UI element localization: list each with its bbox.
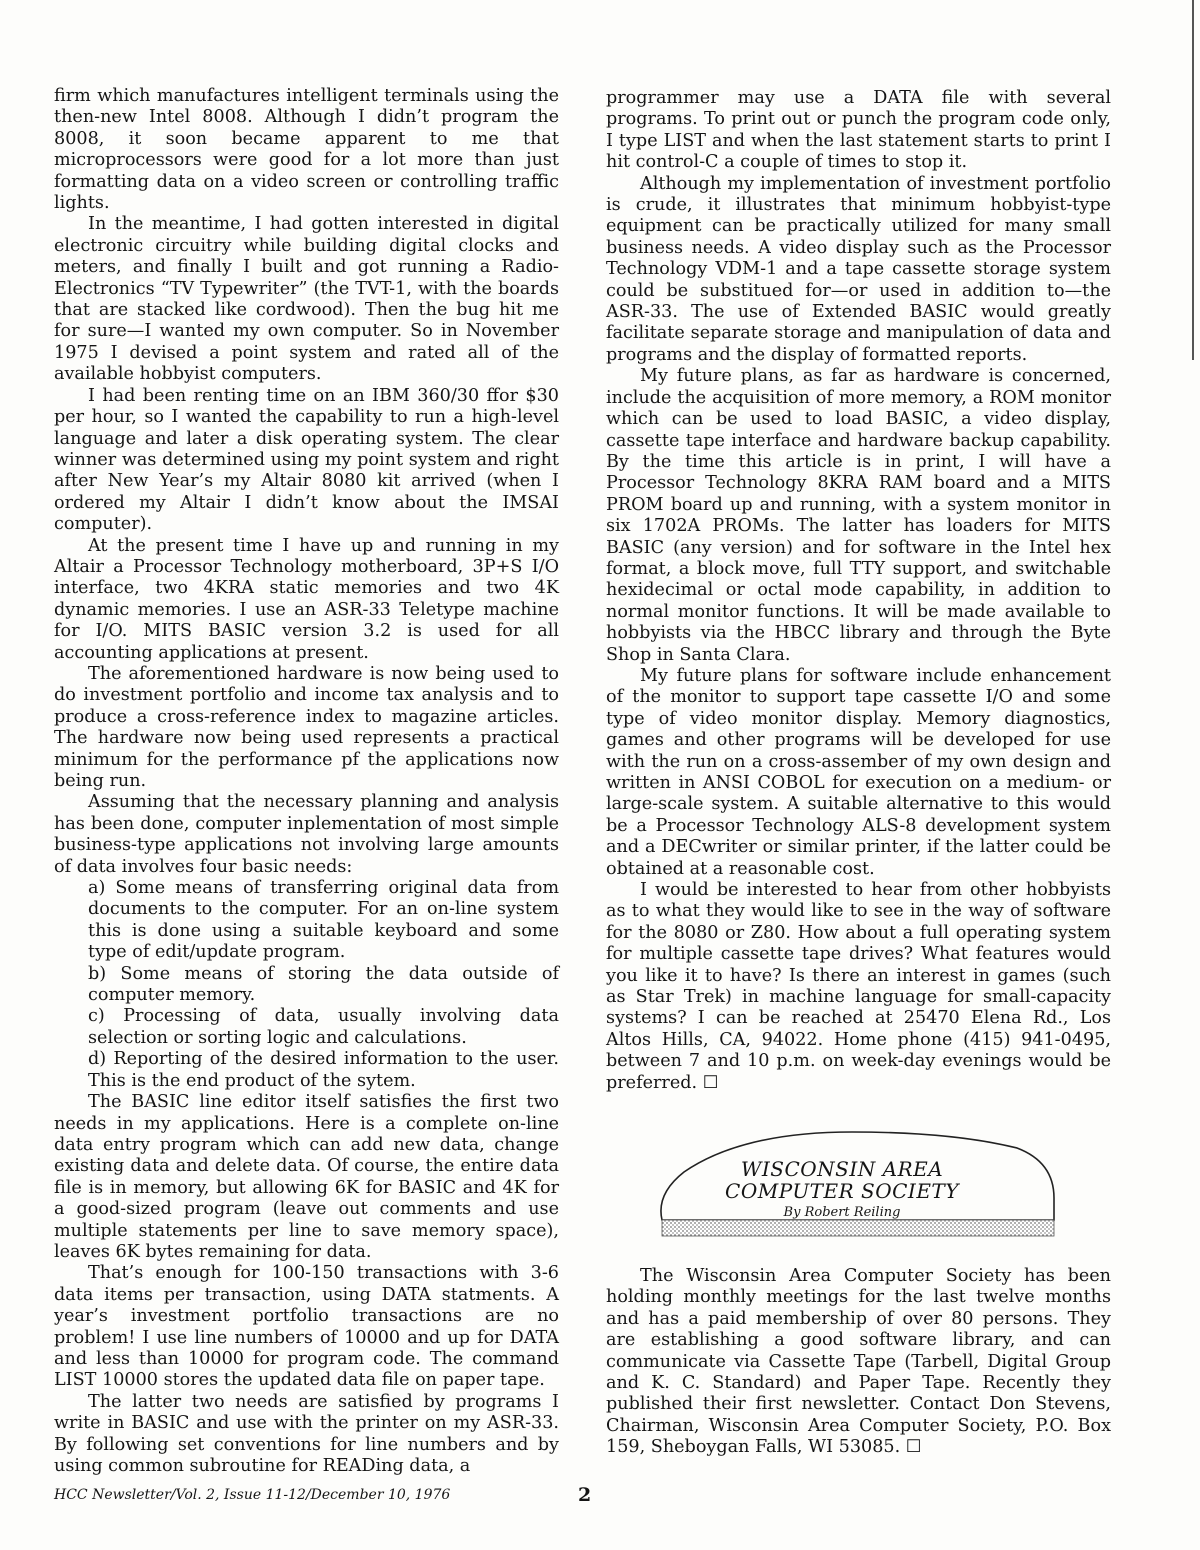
paragraph: In the meantime, I had gotten interested in digital electronic circuitry while building digital clocks and meters, and finally I built and got running a Radio-Electronics “TV Typewriter” (the TVT-1, with the boards that are stacked like cordwood). Then the bug hit me for sure—I wanted my own computer. So in November 1975 I devised a point system and rated all of the available hobbyist computers. xyxy=(54,214,559,385)
paragraph: Although my implementation of investment portfolio is crude, it illustrates that minimum hobbyist-type equipment can be practically utilized for many small business needs. A video display such as the Processor Technology VDM-1 and a tape cassette storage system could be substitued for—or used in addition to—the ASR-33. The use of Extended BASIC would greatly facilitate separate storage and manipulation of data and programs and the display of formatted reports. xyxy=(606,173,1111,365)
paragraph: The latter two needs are satisfied by programs I write in BASIC and use with the printer on my ASR-33. By following set conventions for line numbers and by using common subroutine for READing data, a xyxy=(54,1391,559,1476)
wisconsin-article xyxy=(606,1266,1111,1459)
paragraph: At the present time I have up and running in my Altair a Processor Technology motherboard, 3P+S I/O interface, two 4KRA static memories and two 4K dynamic memories. I use an ASR-33 Teletype machine for I/O. MITS BASIC version 3.2 is used for all accounting applications at present. xyxy=(54,535,559,663)
wisconsin-banner xyxy=(622,1118,1062,1244)
paragraph: firm which manufactures intelligent terminals using the then-new Intel 8008. Although I didn’t program the 8008, it soon became apparent to me that microprocessors were good for a lot more than just formatting data on a video screen or controlling traffic lights. xyxy=(54,86,559,214)
paragraph: programmer may use a DATA file with several programs. To print out or punch the program code only, I type LIST and when the last statement starts to print I hit control-C a couple of times to stop it. xyxy=(606,88,1111,173)
paragraph: c) Processing of data, usually involving data selection or sorting logic and calculations. xyxy=(88,1006,559,1048)
page-edge-line xyxy=(1192,0,1194,360)
paragraph: My future plans for software include enhancement of the monitor to support tape cassette I/O and some type of video monitor display. Memory diagnostics, games and other programs will be developed for use with the run on a cross-assember of my own design and written in ANSI COBOL for execution on a medium- or large-scale system. A suitable alternative to this would be a Processor Technology ALS-8 development system and a DECwriter or similar printer, if the latter could be obtained at a reasonable cost. xyxy=(606,665,1111,879)
wisconsin-paragraph: The Wisconsin Area Computer Society has been holding monthly meetings for the last twelve months and has a paid membership of over 80 persons. They are establishing a good software library, and can communicate via Cassette Tape (Tarbell, Digital Group and K. C. Standard) and Paper Tape. Recently they published their first newsletter. Contact Don Stevens, Chairman, Wisconsin Area Computer Society, P.O. Box 159, Sheboygan Falls, WI 53085. ☐ xyxy=(606,1266,1111,1458)
paragraph: Assuming that the necessary planning and analysis has been done, computer inplementation of most simple business-type applications not involving large amounts of data involves four basic needs: xyxy=(54,792,559,877)
paragraph: The aforementioned hardware is now being used to do investment portfolio and income tax analysis and to produce a cross-reference index to magazine articles. The hardware now being used represents a practical minimum for the performance pf the applications now being run. xyxy=(54,663,559,791)
paragraph: My future plans, as far as hardware is concerned, include the acquisition of more memory, a ROM monitor which can be used to load BASIC, a video display, cassette tape interface and hardware backup capability. By the time this article is in print, I will have a Processor Technology 8KRA RAM board and a MITS PROM board up and running, with a system monitor in six 1702A PROMs. The latter has loaders for MITS BASIC (any version) and for software in the Intel hex format, a block move, full TTY support, and switchable hexidecimal or octal mode capability, in addition to normal monitor functions. It will be made available to hobbyists via the HBCC library and through the Byte Shop in Santa Clara. xyxy=(606,366,1111,665)
banner-title-line2: COMPUTER SOCIETY xyxy=(725,1179,959,1203)
banner-byline: By Robert Reiling xyxy=(783,1205,901,1220)
paragraph: That’s enough for 100-150 transactions with 3-6 data items per transaction, using DATA statments. A year’s investment portfolio transactions are no problem! I use line numbers of 10000 and up for DATA and less than 10000 for program code. The command LIST 10000 stores the updated data file on paper tape. xyxy=(54,1263,559,1391)
right-article-column xyxy=(606,88,1111,1094)
paragraph: a) Some means of transferring original data from documents to the computer. For an on-line system this is done using a suitable keyboard and some type of edit/update program. xyxy=(88,878,559,963)
paragraph: d) Reporting of the desired information to the user. This is the end product of the sytem. xyxy=(88,1049,559,1091)
paragraph: b) Some means of storing the data outside of computer memory. xyxy=(88,963,559,1006)
footer-publication: HCC Newsletter/Vol. 2, Issue 11-12/December 10, 1976 xyxy=(54,1487,451,1503)
left-article-column xyxy=(54,86,559,1477)
paragraph: I had been renting time on an IBM 360/30 ffor $30 per hour, so I wanted the capability to run a high-level language and later a disk operating system. The clear winner was determined using my point system and right after New Year’s my Altair 8080 kit arrived (when I ordered my Altair I didn’t know about the IMSAI computer). xyxy=(54,385,559,535)
paragraph: I would be interested to hear from other hobbyists as to what they would like to see in the way of software for the 8080 or Z80. How about a full operating system for multiple cassette tape drives? What features would you like it to have? Is there an interest in games (such as Star Trek) in machine language for small-capacity systems? I can be reached at 25470 Elena Rd., Los Altos Hills, CA, 94022. Home phone (415) 941-0495, between 7 and 10 p.m. on week-day evenings would be preferred. ☐ xyxy=(606,880,1111,1093)
paragraph: The BASIC line editor itself satisfies the first two needs in my applications. Here is a complete on-line data entry program which can add new data, change existing data and delete data. Of course, the entire data file is in memory, but allowing 6K for BASIC and 4K for a good-sized program (leave out comments and use multiple statements per line to save memory space), leaves 6K bytes remaining for data. xyxy=(54,1092,559,1262)
page-number: 2 xyxy=(578,1484,592,1506)
banner-title-line1: WISCONSIN AREA xyxy=(740,1157,944,1181)
